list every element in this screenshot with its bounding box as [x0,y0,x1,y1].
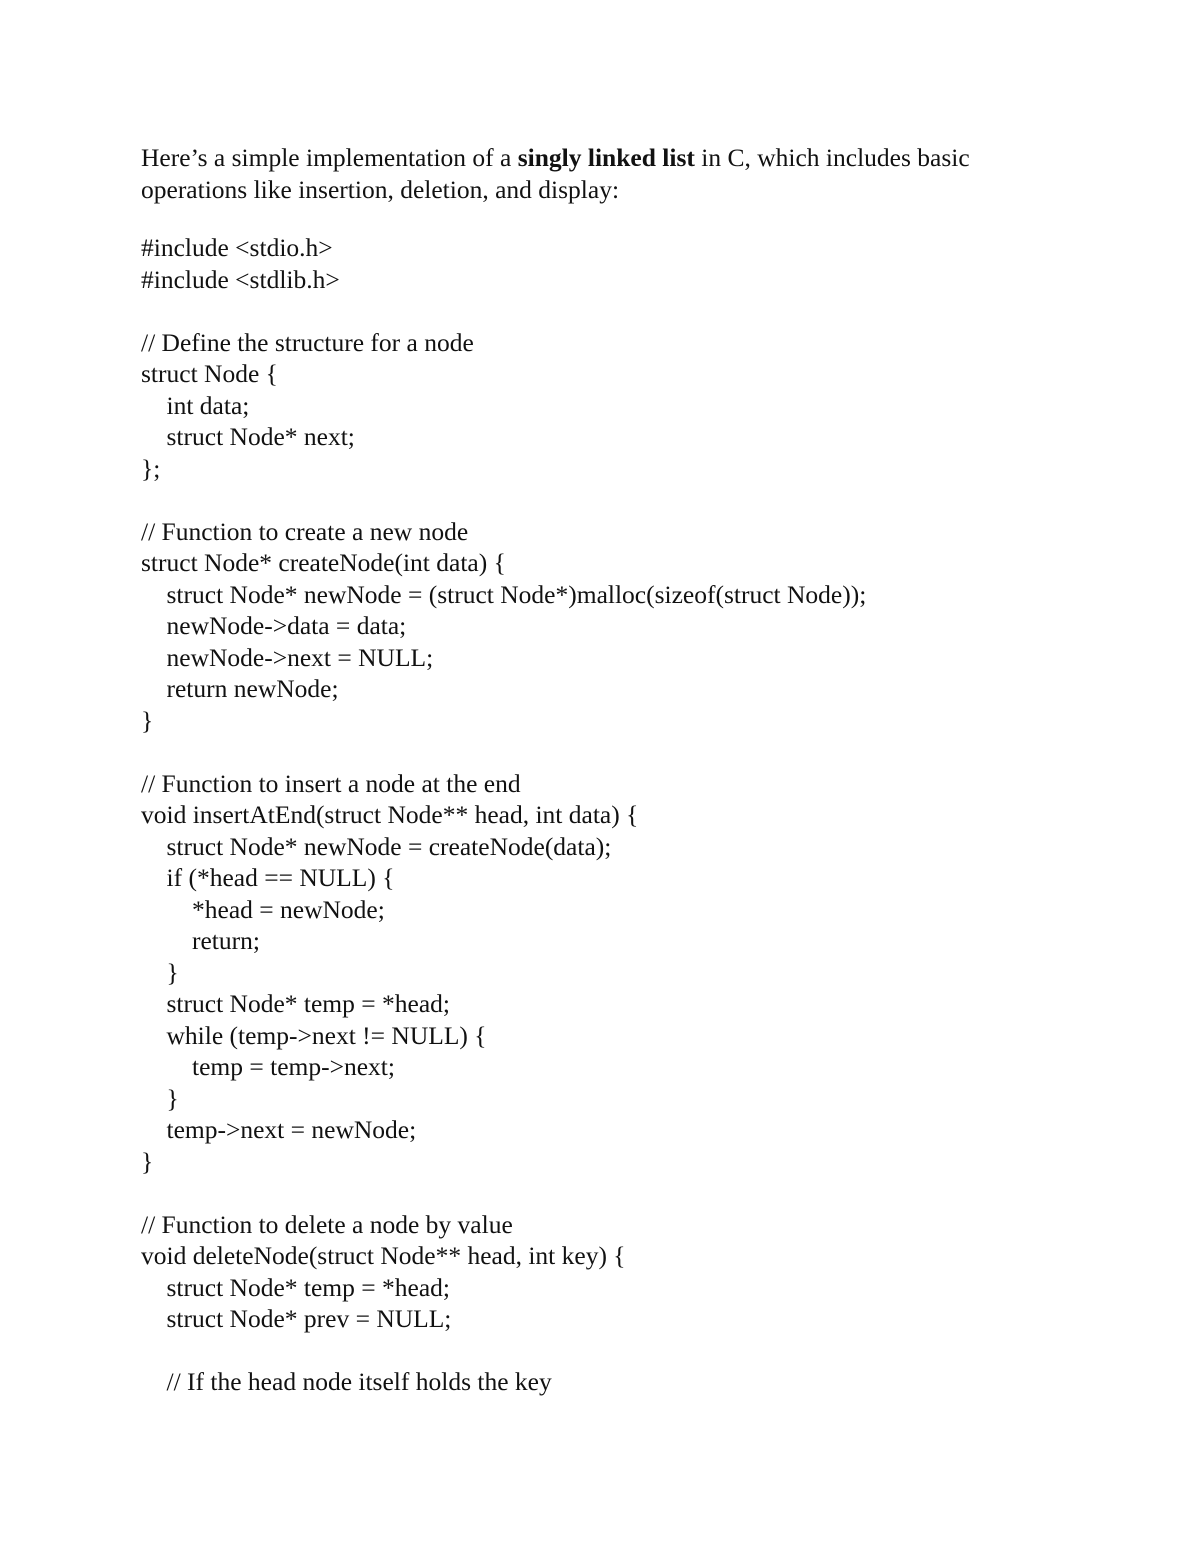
blank-line [141,736,1061,768]
code-line: struct Node* temp = *head; [141,989,450,1018]
code-line: return; [141,926,260,955]
code-listing [141,232,1061,1398]
code-line: } [141,705,154,735]
code-line: }; [141,453,161,483]
intro-text: Here’s a simple implementation of a [141,143,518,172]
code-line: return newNode; [141,674,339,703]
intro-bold-term: singly linked list [517,143,695,172]
code-line: void insertAtEnd(struct Node** head, int data) { [141,800,639,829]
code-line: #include <stdio.h> [141,233,333,262]
code-line: temp->next = newNode; [141,1115,417,1144]
blank-line [141,1335,1061,1367]
blank-line [141,484,1061,516]
code-line: newNode->next = NULL; [141,642,434,672]
code-line: struct Node* createNode(int data) { [141,548,506,577]
code-line: #include <stdlib.h> [141,264,340,294]
code-line: // If the head node itself holds the key [141,1367,552,1396]
code-line: void deleteNode(struct Node** head, int key) { [141,1241,626,1270]
code-line: while (temp->next != NULL) { [141,1020,487,1050]
code-line: if (*head == NULL) { [141,863,395,892]
code-line: newNode->data = data; [141,611,407,640]
code-line: struct Node* newNode = (struct Node*)malloc(sizeof(struct Node)); [141,579,867,609]
code-line: // Function to insert a node at the end [141,768,521,798]
code-line: // Function to create a new node [141,516,469,546]
code-line: struct Node* temp = *head; [141,1272,450,1302]
code-line: temp = temp->next; [141,1052,395,1081]
blank-line [141,295,1061,327]
code-line: } [141,1083,179,1113]
code-line: struct Node* next; [141,422,355,451]
document-page [141,142,1061,1398]
blank-line [141,1177,1061,1209]
code-line: } [141,957,179,987]
intro-text-end: in C, which includes basic operations like insertion, deletion, and display: [141,143,970,204]
code-line: } [141,1146,154,1176]
code-line: struct Node { [141,359,278,388]
code-line: // Function to delete a node by value [141,1209,513,1239]
code-line: struct Node* prev = NULL; [141,1304,452,1333]
code-line: int data; [141,390,250,420]
code-line: struct Node* newNode = createNode(data); [141,831,612,861]
intro-paragraph [141,142,1061,206]
code-line: // Define the structure for a node [141,327,474,357]
code-line: *head = newNode; [141,894,385,924]
